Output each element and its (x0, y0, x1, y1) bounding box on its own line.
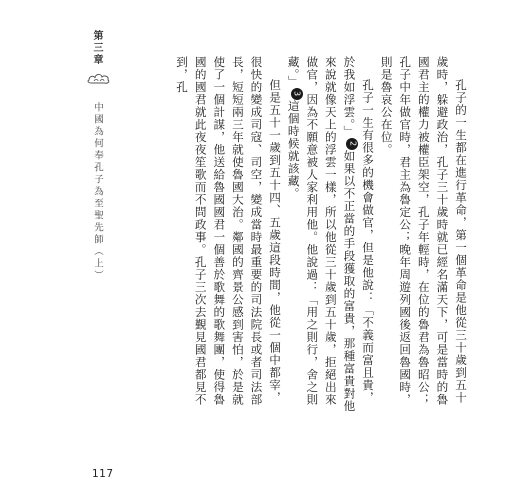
paragraph-2 (284, 56, 377, 416)
chapter-header (89, 30, 109, 330)
body-text (130, 56, 470, 416)
paragraph-2-continued: 如果以不正當的手段獲取的富貴，那種富貴對他來說就像天上的浮雲一樣，所以他從三十歲到五十歲，拒絕出來做官，因為不願意被人家利用他。他說過：「用之則行，舍之則藏。」 (286, 56, 357, 413)
cloud-ornament-icon (86, 70, 112, 86)
paragraph-2-tail: 這個時候就該藏。 (286, 99, 301, 200)
footnote-marker-3[interactable]: 3 (291, 88, 303, 100)
paragraph-3-text: 但是五十一歲到五十四、五歲這段時間，他從一個中都宰，很快的變成司寇、司空，變成當時最重要的司法院長或者司法部長，短短兩三年就使魯國大治。鄰國的齊景公感到害怕，於是就使了一個計謀，他送給魯國國君一個善於歌舞的歌舞團，使得魯國的國君就此夜夜笙歌而不問政事。孔子三次去覲見國君都見不到，孔 (175, 56, 283, 406)
paragraph-1-text: 孔子的一生都在進行革命，第一個革命是他從三十歲到五十歲時，躲避政治，孔子三十歲時就已經名滿天下，可是當時的魯國君主的權力被權臣架空，孔子年輕時，在位的魯君為魯昭公；孔子中年做官時，君主為魯定公；晚年周遊列國後返回魯國時，則是魯哀公在位。 (379, 56, 468, 406)
paragraph-1 (377, 56, 470, 416)
chapter-label: 第三章 (91, 30, 102, 66)
paragraph-2-text: 孔子一生有很多的機會做官，但是他說：「不義而富且貴，於我如浮雲。」 (342, 56, 376, 405)
chapter-title: 中國為何奉孔子為至聖先師（上） (92, 102, 103, 282)
page-number: 117 (92, 468, 114, 480)
paragraph-3 (173, 56, 285, 416)
footnote-marker-2[interactable]: 2 (346, 138, 358, 150)
